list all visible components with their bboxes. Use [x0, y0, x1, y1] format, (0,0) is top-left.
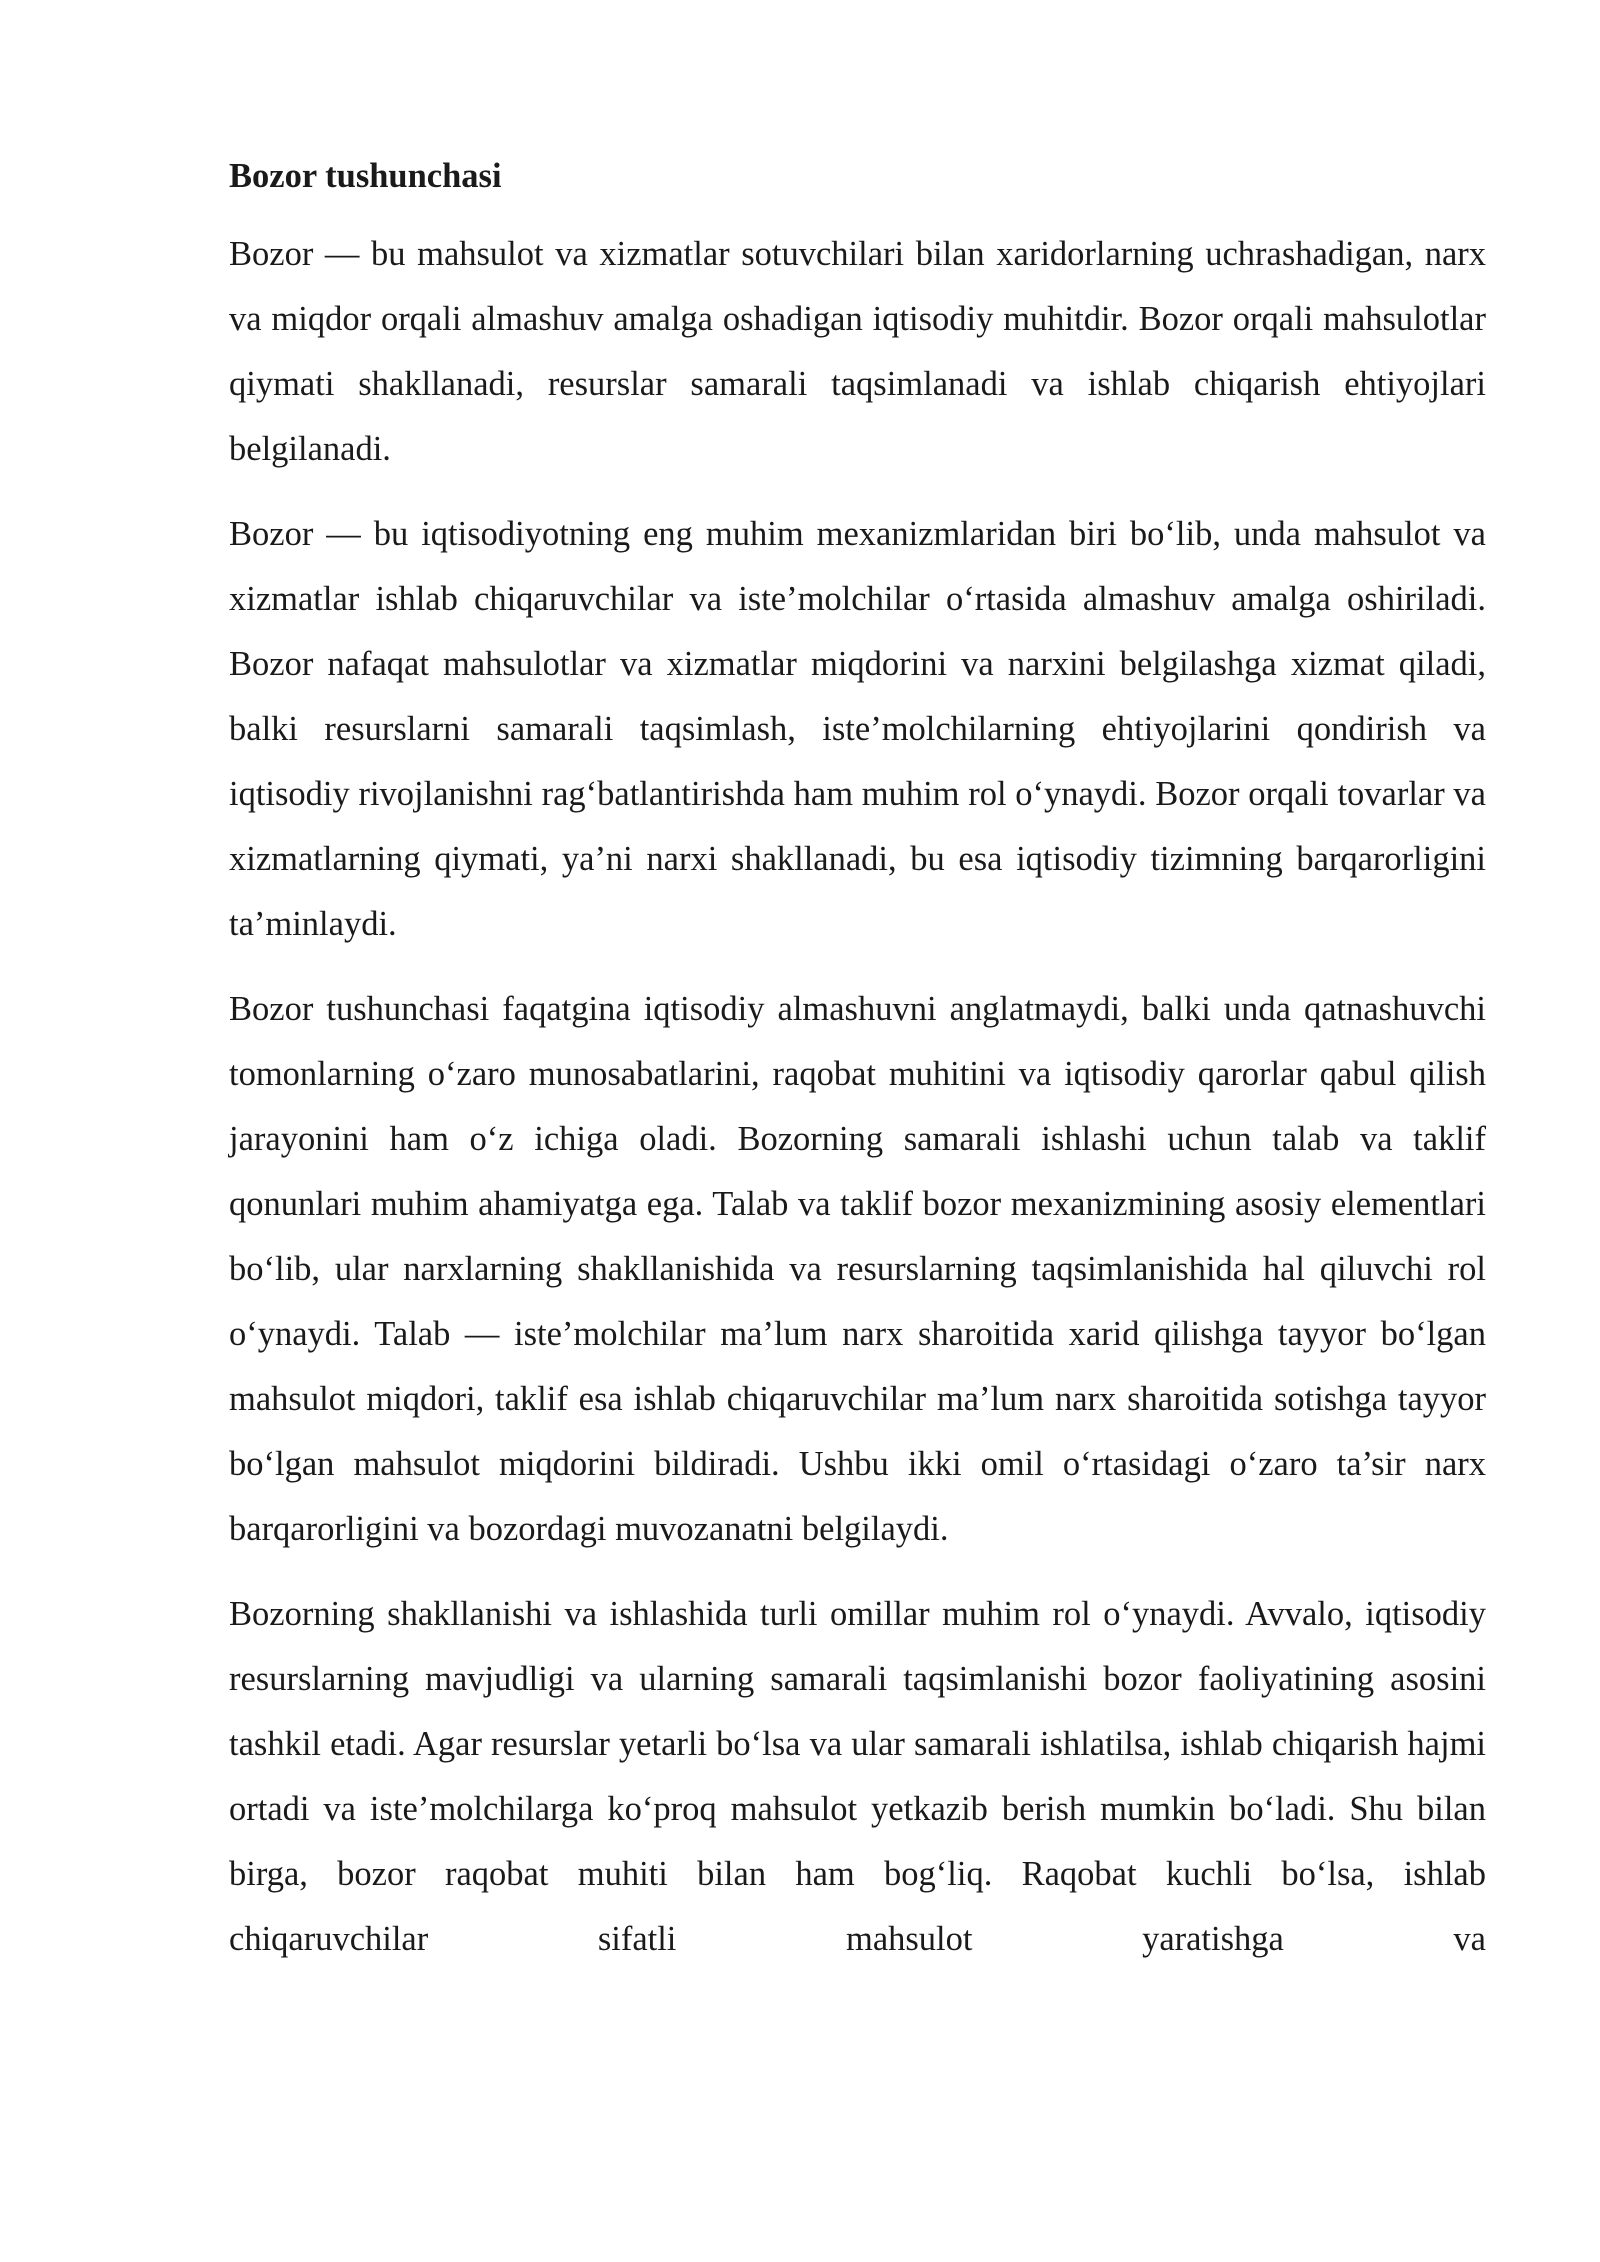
paragraph-3: Bozor tushunchasi faqatgina iqtisodiy almashuvni anglatmaydi, balki unda qatnashuvchi tomonlarning o‘zaro munosabatlarini, raqobat muhitini va iqtisodiy qarorlar qabul qilish jarayonini ham o‘z ichiga oladi. Bozorning samarali ishlashi uchun talab va taklif qonunlari muhim ahamiyatga ega. Talab va taklif bozor mexanizmining asosiy elementlari bo‘lib, ular narxlarning shakllanishida va resurslarning taqsimlanishida hal qiluvchi rol o‘ynaydi. Talab — iste’molchilar ma’lum narx sharoitida xarid qilishga tayyor bo‘lgan mahsulot miqdori, taklif esa ishlab chiqaruvchilar ma’lum narx sharoitida sotishga tayyor bo‘lgan mahsulot miqdorini bildiradi. Ushbu ikki omil o‘rtasidagi o‘zaro ta’sir narx barqarorligini va bozordagi muvozanatni belgilaydi. [229, 990, 1486, 1548]
section-heading: Bozor tushunchasi [229, 157, 502, 195]
document-body [229, 150, 1486, 1992]
paragraph-1: Bozor — bu mahsulot va xizmatlar sotuvchilari bilan xaridorlarning uchrashadigan, narx va miqdor orqali almashuv amalga oshadigan iqtisodiy muhitdir. Bozor orqali mahsulotlar qiymati shakllanadi, resurslar samarali taqsimlanadi va ishlab chiqarish ehtiyojlari belgilanadi. [229, 235, 1486, 468]
paragraph-2: Bozor — bu iqtisodiyotning eng muhim mexanizmlaridan biri bo‘lib, unda mahsulot va xizmatlar ishlab chiqaruvchilar va iste’molchilar o‘rtasida almashuv amalga oshiriladi. Bozor nafaqat mahsulotlar va xizmatlar miqdorini va narxini belgilashga xizmat qiladi, balki resurslarni samarali taqsimlash, iste’molchilarning ehtiyojlarini qondirish va iqtisodiy rivojlanishni rag‘batlantirishda ham muhim rol o‘ynaydi. Bozor orqali tovarlar va xizmatlarning qiymati, ya’ni narxi shakllanadi, bu esa iqtisodiy tizimning barqarorligini ta’minlaydi. [229, 515, 1486, 943]
paragraph-4: Bozorning shakllanishi va ishlashida turli omillar muhim rol o‘ynaydi. Avvalo, iqtisodiy resurslarning mavjudligi va ularning samarali taqsimlanishi bozor faoliyatining asosini tashkil etadi. Agar resurslar yetarli bo‘lsa va ular samarali ishlatilsa, ishlab chiqarish hajmi ortadi va iste’molchilarga ko‘proq mahsulot yetkazib berish mumkin bo‘ladi. Shu bilan birga, bozor raqobat muhiti bilan ham bog‘liq. Raqobat kuchli bo‘lsa, ishlab chiqaruvchilar sifatli mahsulot yaratishga va [229, 1595, 1486, 1958]
